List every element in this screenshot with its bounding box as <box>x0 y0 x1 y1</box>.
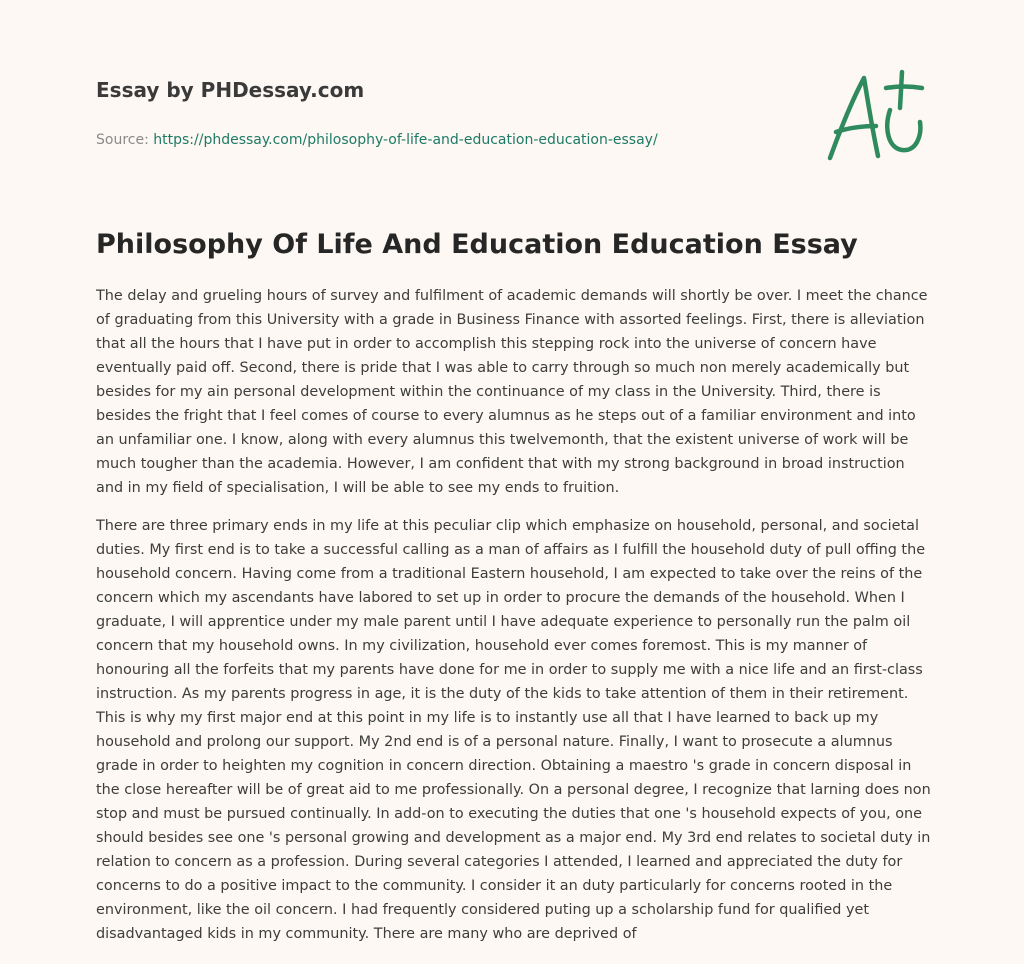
logo-plus-horizontal <box>886 87 922 89</box>
essay-header <box>96 76 796 150</box>
logo-plus-vertical <box>900 72 902 108</box>
source-line <box>96 130 796 150</box>
essay-body <box>96 284 932 960</box>
source-link[interactable]: https://phdessay.com/philosophy-of-life-and-education-education-essay/ <box>153 132 658 148</box>
logo-letter-a <box>830 78 878 158</box>
essay-title: Philosophy Of Life And Education Education Essay <box>96 229 858 260</box>
essay-paragraph-1: The delay and grueling hours of survey and fulfilment of academic demands will shortly be over. I meet the chance of graduating from this University with a grade in Business Finance with assorted feelings. First, there is alleviation that all the hours that I have put in order to accomplish this stepping rock into the universe of concern have eventually paid off. Second, there is pride that I was able to carry through so much non merely academically but besides for my ain personal development within the continuance of my class in the University. Third, there is besides the fright that I feel comes of course to every alumnus as he steps out of a familiar environment and into an unfamiliar one. I know, along with every alumnus this twelvemonth, that the existent universe of work will be much tougher than the academia. However, I am confident that with my strong background in broad instruction and in my field of specialisation, I will be able to see my ends to fruition. <box>96 288 928 496</box>
source-label: Source: <box>96 132 154 148</box>
a-plus-logo <box>822 66 932 166</box>
logo-swoosh <box>887 110 920 150</box>
essay-paragraph-2: There are three primary ends in my life at this peculiar clip which emphasize on household, personal, and societal duties. My first end is to take a successful calling as a man of affairs as I fulfill the household duty of pull offing the household concern. Having come from a traditional Eastern household, I am expected to take over the reins of the concern which my ascendants have labored to set up in order to procure the demands of the household. When I graduate, I will apprentice under my male parent until I have adequate experience to personally run the palm oil concern that my household owns. In my civilization, household ever comes foremost. This is my manner of honouring all the forfeits that my parents have done for me in order to supply me with a nice life and an first-class instruction. As my parents progress in age, it is the duty of the kids to take attention of them in their retirement. This is why my first major end at this point in my life is to instantly use all that I have learned to back up my household and prolong our support. My 2nd end is of a personal nature. Finally, I want to prosecute a alumnus grade in order to heighten my cognition in concern direction. Obtaining a maestro 's grade in concern disposal in the close hereafter will be of great aid to me professionally. On a personal degree, I recognize that larning does non stop and must be pursued continually. In add-on to executing the duties that one 's household expects of you, one should besides see one 's personal growing and development as a major end. My 3rd end relates to societal duty in relation to concern as a profession. During several categories I attended, I learned and appreciated the duty for concerns to do a positive impact to the community. I consider it an duty particularly for concerns rooted in the environment, like the oil concern. I had frequently considered puting up a scholarship fund for qualified yet disadvantaged kids in my community. There are many who are deprived of <box>96 518 931 942</box>
brand-title: Essay by PHDessay.com <box>96 78 365 102</box>
